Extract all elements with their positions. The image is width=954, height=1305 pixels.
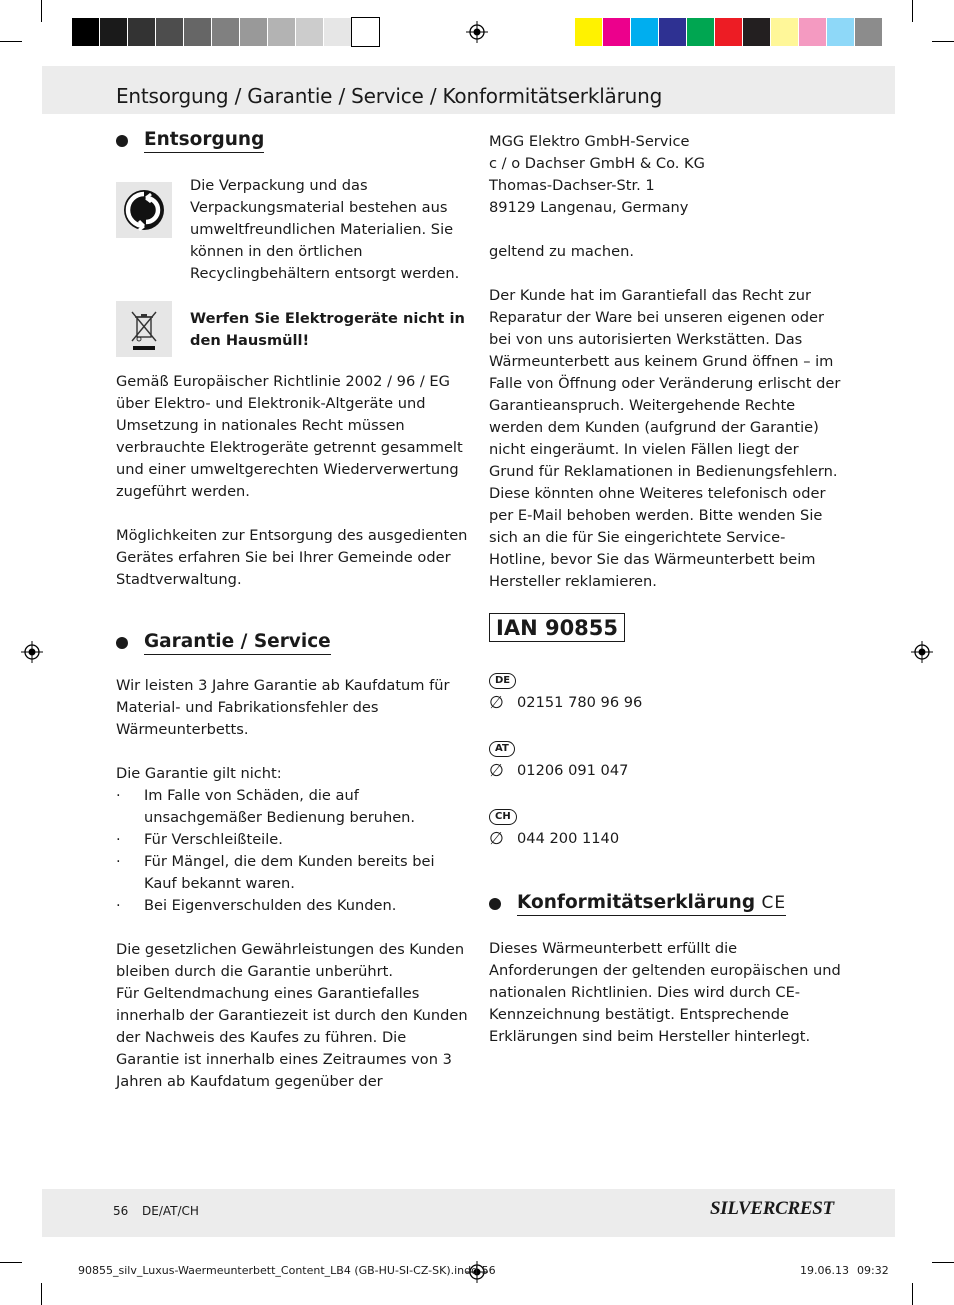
bullet-dot-icon (489, 898, 501, 910)
crop-mark (0, 1262, 22, 1263)
section-heading-conformity: Konformitätserklärung CE (489, 892, 841, 916)
brand-logo: SILVERCREST (710, 1198, 834, 1219)
color-swatch (771, 18, 798, 46)
color-swatch (72, 18, 99, 46)
file-slug: 90855_silv_Luxus-Waermeunterbett_Content_LB4 (GB-HU-SI-CZ-SK).indd 56 (78, 1264, 496, 1277)
color-swatch (855, 18, 882, 46)
ce-mark-icon: CE (761, 893, 787, 913)
color-swatch (659, 18, 686, 46)
country-badge: AT (489, 741, 515, 757)
warning-text: Werfen Sie Elektrogeräte nicht in den Hausmüll! (190, 310, 465, 349)
bullet-dot-icon (116, 135, 128, 147)
color-swatch (324, 18, 351, 46)
color-swatch (687, 18, 714, 46)
footer-languages: DE/AT/CH (142, 1204, 199, 1218)
hotline-number: 01206 091 047 (517, 762, 629, 779)
crossed-out-bin-icon (116, 301, 172, 357)
conformity-text: Dieses Wärmeunterbett erfüllt die Anforderungen der geltenden europäischen und nationalen Richtlinien. Dies wird durch CE-Kennzeichnung bestätigt. Entsprechende Erklärungen sind beim Hersteller hinterlegt. (489, 940, 841, 1045)
color-swatch (184, 18, 211, 46)
crop-mark (912, 0, 913, 22)
color-swatch (212, 18, 239, 46)
color-swatch (268, 18, 295, 46)
repair-rights-text: Der Kunde hat im Garantiefall das Recht zur Reparatur der Ware bei unseren eigenen oder bei von uns autorisierten Werkstätten. Das Wärmeunterbett aus keinem Grund öffnen – im Falle von Öffnung oder Veränderung erlischt der Garantieanspruch. Weitergehende Rechte werden dem Kunden (aufgrund der Garantie) nicht eingeräumt. In vielen Fällen liegt der Grund für Reklamationen in Bedienungsfehlern. Diese könnten ohne Weiteres telefonisch oder per E-Mail behoben werden. Bitte wenden Sie sich an die für Sie eingerichtete Service-Hotline, bevor Sie das Wärmeunterbett beim Hersteller reklamieren. (489, 287, 841, 590)
warranty-exclusions-list (116, 785, 468, 917)
directive-text: Gemäß Europäischer Richtlinie 2002 / 96 / EG über Elektro- und Elektronik-Altgeräte und Umsetzung in nationales Recht müssen verbrauchte Elektrogeräte getrennt gesammelt und einer umweltgerechten Wiederverwertung zugeführt werden. (116, 373, 463, 500)
warranty-claim-text: Für Geltendmachung eines Garantiefalles innerhalb der Garantiezeit ist durch den Kunden der Nachweis des Kaufes zu führen. Die Garantie ist innerhalb eines Zeitraumes von 3 Jahren ab Kaufdatum gegenüber der (116, 985, 468, 1090)
phone-icon: ∅ (489, 693, 504, 713)
registration-mark-icon (21, 641, 43, 663)
bullet-dot-icon (116, 637, 128, 649)
color-swatch (352, 18, 379, 46)
color-swatch (603, 18, 630, 46)
registration-mark-icon (911, 641, 933, 663)
crop-mark (41, 1283, 42, 1305)
right-column (489, 131, 841, 1048)
slug-date: 19.06.13 (800, 1264, 849, 1277)
color-swatch (715, 18, 742, 46)
phone-icon: ∅ (489, 761, 504, 781)
crop-mark (41, 0, 42, 22)
service-address: MGG Elektro GmbH-Service c / o Dachser GmbH & Co. KG Thomas-Dachser-Str. 1 89129 Langenau, Germany (489, 133, 705, 216)
list-item: · Für Verschleißteile. (116, 831, 283, 848)
color-swatch (296, 18, 323, 46)
hotline-number: 02151 780 96 96 (517, 694, 643, 711)
color-swatch (575, 18, 602, 46)
color-swatch (100, 18, 127, 46)
warranty-intro: Wir leisten 3 Jahre Garantie ab Kaufdatum für Material- und Fabrikationsfehler des Wärmeunterbetts. (116, 677, 450, 738)
registration-mark-icon (466, 21, 488, 43)
section-heading-disposal: Entsorgung (116, 129, 468, 153)
hotline-de (489, 668, 841, 714)
hotline-ch (489, 804, 841, 850)
country-badge: DE (489, 673, 516, 689)
assert-claim-text: geltend zu machen. (489, 243, 634, 260)
color-swatch (743, 18, 770, 46)
page-number: 56 (113, 1204, 129, 1218)
packaging-note (116, 175, 468, 285)
ian-box (489, 613, 841, 642)
phone-icon: ∅ (489, 829, 504, 849)
hotline-at (489, 736, 841, 782)
color-swatch (156, 18, 183, 46)
ian-number: IAN 90855 (489, 613, 625, 642)
warning-note (116, 301, 468, 357)
disposal-options-text: Möglichkeiten zur Entsorgung des ausgedienten Gerätes erfahren Sie bei Ihrer Gemeinde oder Stadtverwaltung. (116, 527, 468, 588)
color-swatch (240, 18, 267, 46)
section-heading-warranty: Garantie / Service (116, 631, 468, 655)
crop-mark (932, 1262, 954, 1263)
list-item: · Bei Eigenverschulden des Kunden. (116, 897, 397, 914)
statutory-rights-text: Die gesetzlichen Gewährleistungen des Kunden bleiben durch die Garantie unberührt. (116, 941, 465, 980)
packaging-text: Die Verpackung und das Verpackungsmaterial bestehen aus umweltfreundlichen Materialien. Sie können in den örtlichen Recyclingbehältern entsorgt werden. (190, 177, 460, 282)
left-column (116, 129, 468, 1093)
crop-mark (0, 41, 22, 42)
color-swatch (631, 18, 658, 46)
list-item: · Für Mängel, die dem Kunden bereits bei Kauf bekannt waren. (116, 853, 435, 892)
country-badge: CH (489, 809, 517, 825)
color-swatch (128, 18, 155, 46)
list-item: · Im Falle von Schäden, die auf unsachgemäßer Bedienung beruhen. (116, 787, 416, 826)
color-swatch (799, 18, 826, 46)
slug-time: 09:32 (857, 1264, 889, 1277)
page-title: Entsorgung / Garantie / Service / Konformitätserklärung (116, 84, 663, 108)
warranty-not-valid-label: Die Garantie gilt nicht: (116, 765, 282, 782)
hotline-number: 044 200 1140 (517, 830, 620, 847)
green-dot-recycling-icon (116, 182, 172, 238)
crop-mark (912, 1283, 913, 1305)
color-swatch (827, 18, 854, 46)
crop-mark (932, 41, 954, 42)
